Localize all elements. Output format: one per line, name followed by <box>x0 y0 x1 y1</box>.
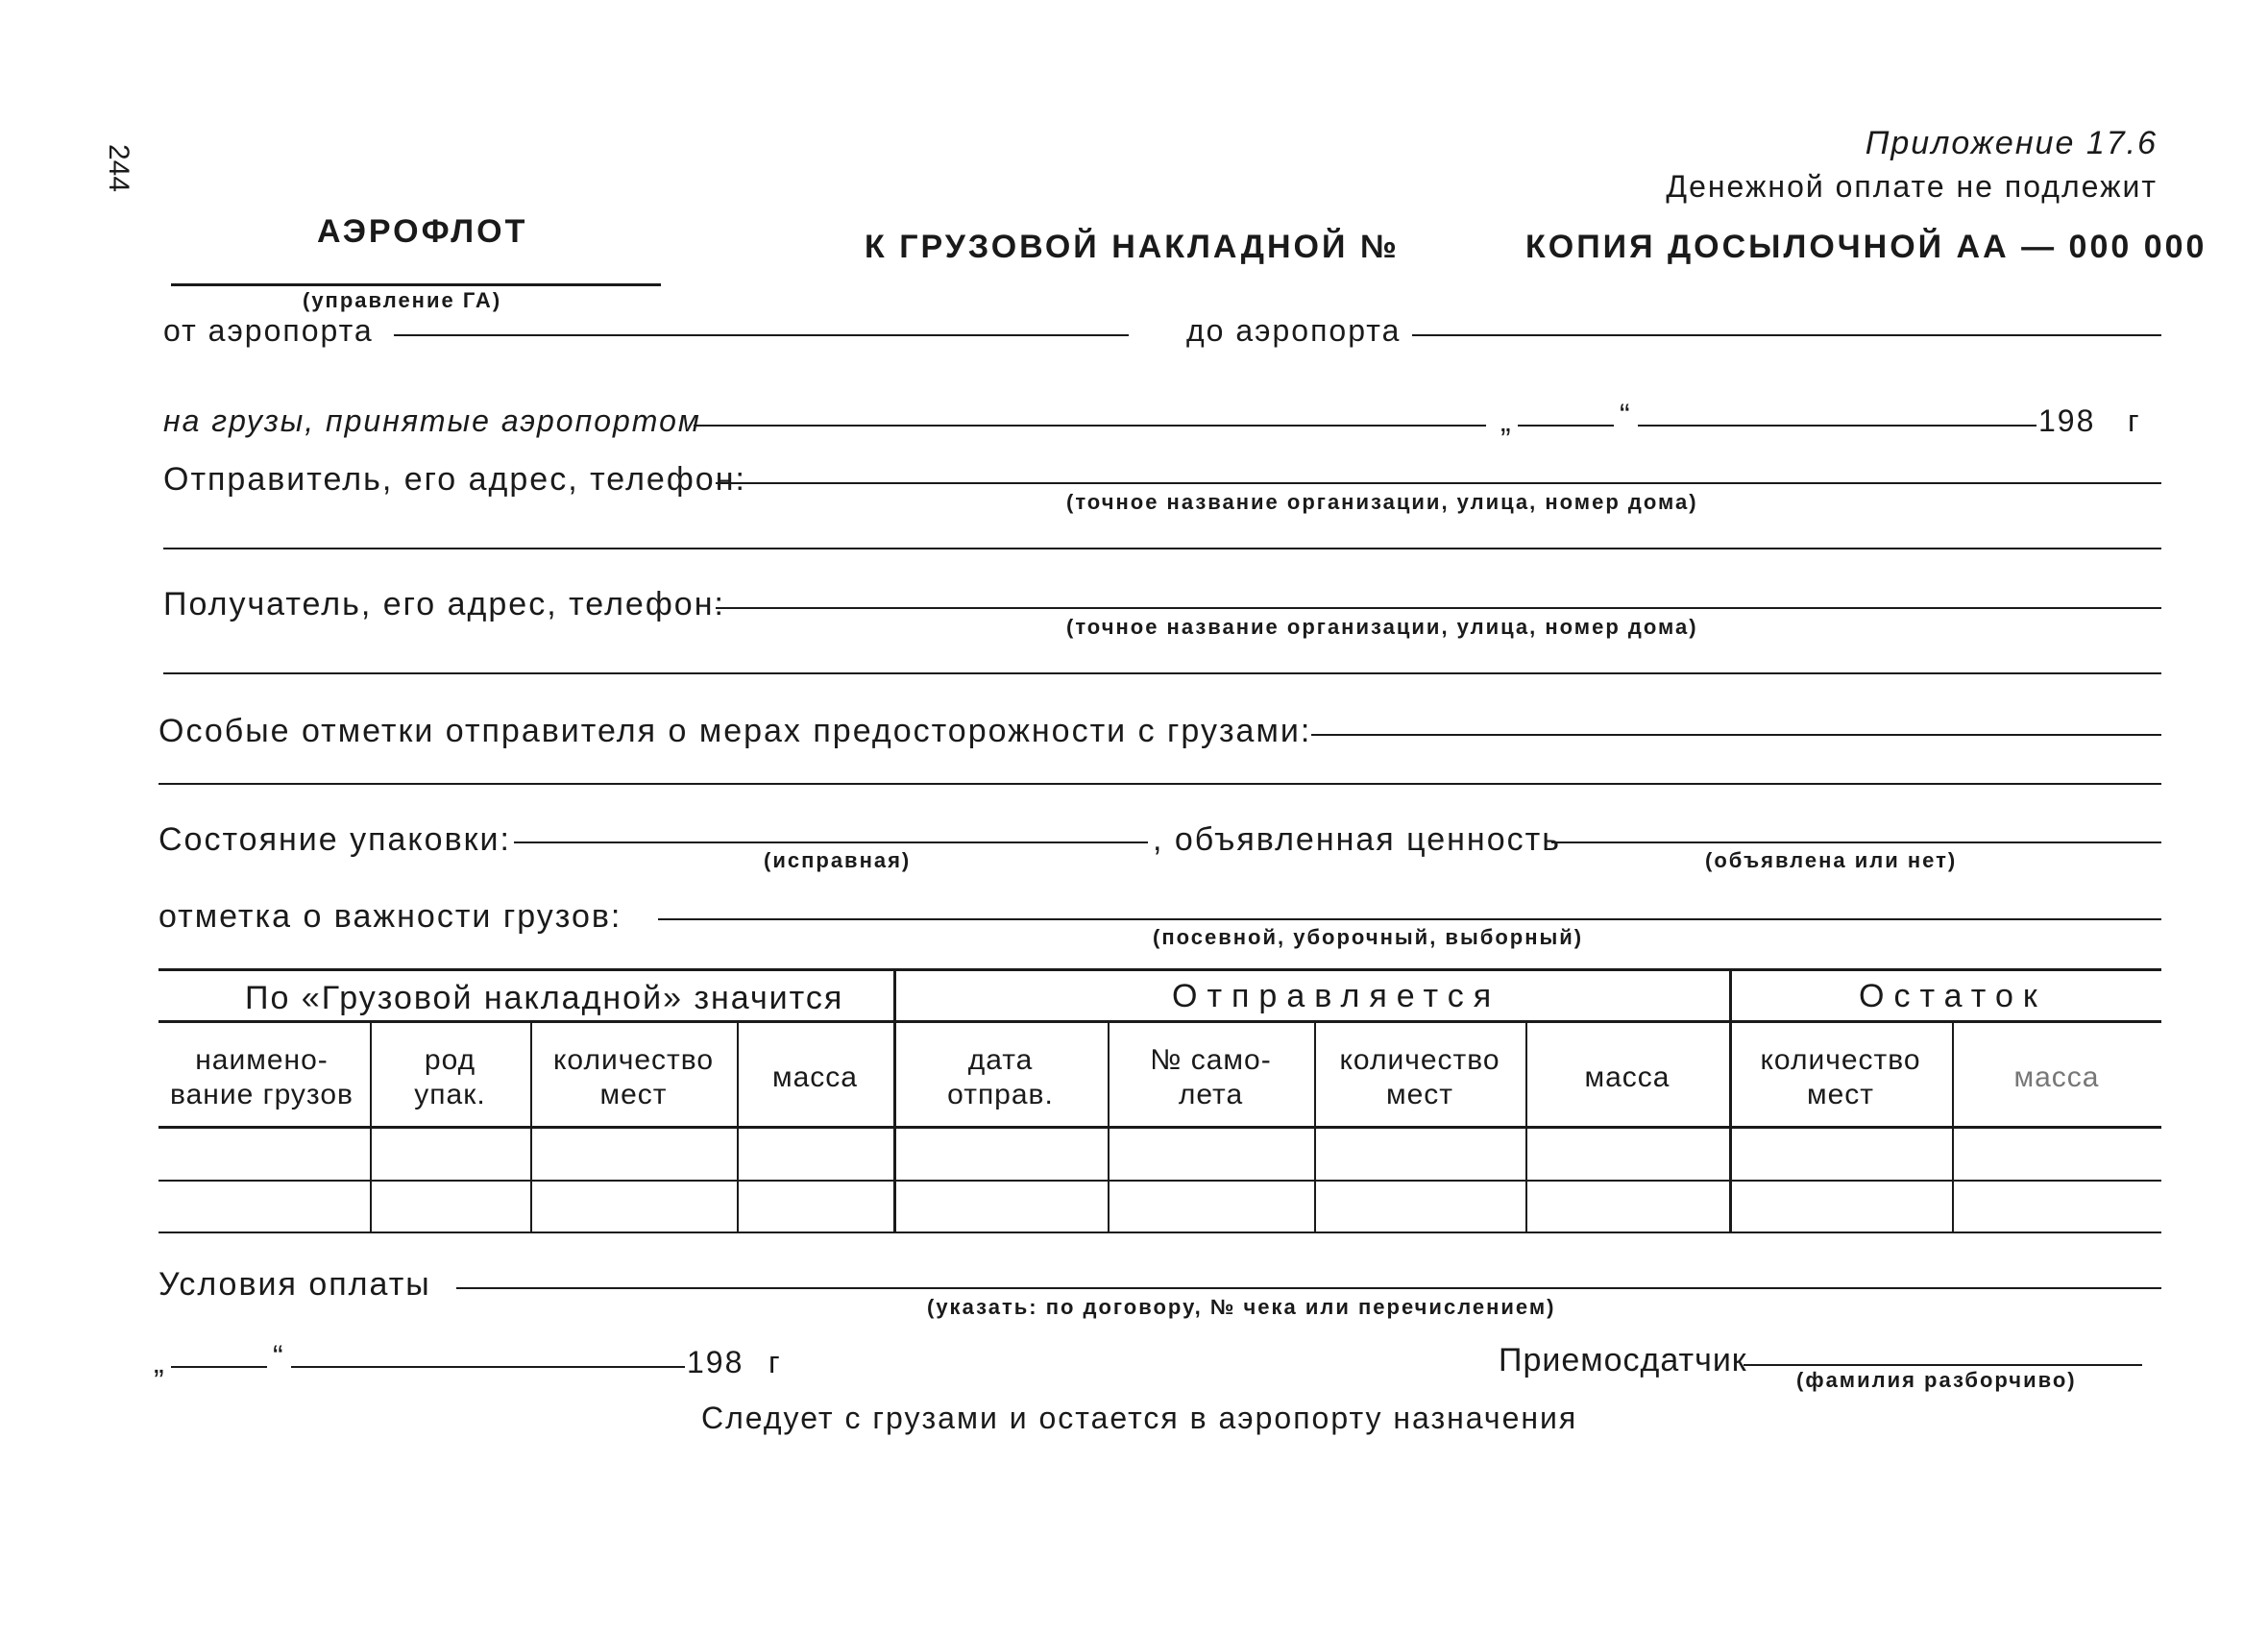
col-pieces-count: количество мест <box>552 1044 715 1110</box>
footer-note: Следует с грузами и остается в аэропорту назначения <box>701 1401 1578 1435</box>
from-airport-field[interactable] <box>394 334 1129 336</box>
payment-hint: (указать: по договору, № чека или перечислением) <box>927 1295 1556 1319</box>
importance-label: отметка о важности грузов: <box>159 898 622 935</box>
col-cargo-name: наимено- вание грузов <box>170 1044 354 1110</box>
packing-hint: (исправная) <box>764 848 912 872</box>
recipient-label: Получатель, его адрес, телефон: <box>163 586 725 622</box>
table-group-border <box>159 1020 2161 1023</box>
payment-label: Условия оплаты <box>159 1266 431 1303</box>
importance-field[interactable] <box>658 918 2161 920</box>
not-payable-note: Денежной оплате не подлежит <box>1666 169 2158 204</box>
date-quote-close: “ <box>1620 398 1632 432</box>
group-header-remainder: Остаток <box>1859 978 2047 1014</box>
recipient-field[interactable] <box>716 607 2161 609</box>
org-hint: (управление ГА) <box>303 288 502 312</box>
cargo-accepted-field[interactable] <box>694 425 1486 427</box>
page-number: 244 <box>103 144 134 193</box>
group-header-sent: Отправляется <box>1172 978 1501 1014</box>
bottom-date-quote-open: „ <box>154 1345 166 1379</box>
table-top-border <box>159 968 2161 971</box>
packing-state-field[interactable] <box>514 841 1148 843</box>
declared-hint: (объявлена или нет) <box>1705 848 1958 872</box>
sender-field[interactable] <box>716 482 2161 484</box>
org-name: АЭРОФЛОТ <box>317 213 528 250</box>
org-line <box>171 283 661 286</box>
bottom-date-quote-close: “ <box>273 1339 285 1374</box>
declared-value-label: , объявленная ценность <box>1153 821 1561 858</box>
year-suffix: г <box>2128 403 2141 438</box>
from-airport-label: от аэропорта <box>163 313 374 348</box>
receiver-label: Приемосдатчик <box>1499 1342 1747 1378</box>
col-sent-mass: масса <box>1584 1061 1671 1093</box>
recipient-hint: (точное название организации, улица, номер дома) <box>1066 615 1698 639</box>
recipient-field-2[interactable] <box>163 672 2161 674</box>
bottom-year-label: 198 <box>687 1345 744 1379</box>
date-quote-open: „ <box>1500 403 1513 438</box>
date-month-field[interactable] <box>1638 425 2036 427</box>
importance-hint: (посевной, уборочный, выборный) <box>1153 925 1584 949</box>
col-aircraft-number: № само- лета <box>1150 1044 1272 1110</box>
special-marks-label: Особые отметки отправителя о мерах предосторожности с грузами: <box>159 713 1312 749</box>
document-title: К ГРУЗОВОЙ НАКЛАДНОЙ № <box>865 229 1400 265</box>
group-header-invoice: По «Грузовой накладной» значится <box>245 980 844 1016</box>
date-day-field[interactable] <box>1518 425 1614 427</box>
bottom-date-day-field[interactable] <box>171 1366 267 1368</box>
appendix-label: Приложение 17.6 <box>1865 125 2158 161</box>
to-airport-label: до аэропорта <box>1186 313 1402 348</box>
col-mass: масса <box>772 1061 858 1093</box>
sender-label: Отправитель, его адрес, телефон: <box>163 461 746 498</box>
col-remainder-mass: масса <box>2013 1061 2100 1093</box>
copy-title: КОПИЯ ДОСЫЛОЧНОЙ АА — 000 000 <box>1525 229 2207 265</box>
col-remainder-pieces-count: количество мест <box>1760 1044 1921 1110</box>
col-sent-pieces-count: количество мест <box>1339 1044 1500 1110</box>
bottom-date-month-field[interactable] <box>291 1366 685 1368</box>
sender-field-2[interactable] <box>163 548 2161 549</box>
year-label: 198 <box>2038 403 2096 438</box>
table-row[interactable] <box>159 1232 2161 1233</box>
declared-value-field[interactable] <box>1551 841 2161 843</box>
to-airport-field[interactable] <box>1412 334 2161 336</box>
col-send-date: дата отправ. <box>947 1044 1054 1110</box>
payment-field[interactable] <box>456 1287 2161 1289</box>
bottom-year-suffix: г <box>768 1345 782 1379</box>
table-header-border <box>159 1126 2161 1129</box>
special-marks-field-2[interactable] <box>159 783 2161 785</box>
packing-state-label: Состояние упаковки: <box>159 821 511 858</box>
special-marks-field[interactable] <box>1311 734 2161 736</box>
receiver-field[interactable] <box>1744 1364 2142 1366</box>
cargo-accepted-label: на грузы, принятые аэропортом <box>163 403 701 438</box>
sender-hint: (точное название организации, улица, номер дома) <box>1066 490 1698 514</box>
col-packing-type: род упак. <box>414 1044 486 1110</box>
table-row[interactable] <box>159 1180 2161 1182</box>
receiver-hint: (фамилия разборчиво) <box>1796 1368 2077 1392</box>
